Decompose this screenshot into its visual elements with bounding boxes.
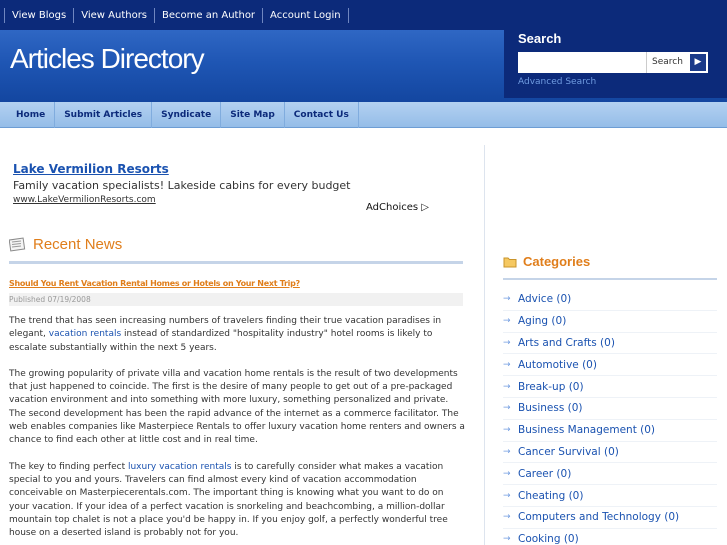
category-link[interactable]: Break-up (0) — [518, 380, 584, 393]
arrow-right-icon: → — [503, 316, 511, 327]
category-link[interactable]: Business (0) — [518, 402, 583, 415]
arrow-right-icon: → — [503, 381, 511, 392]
top-nav — [4, 8, 349, 23]
article-text: instead of standardized "hospitality industry" hotel rooms is likely to escalate substantially within the next 5 years. — [9, 329, 433, 353]
categories-list — [503, 289, 717, 545]
category-item — [503, 311, 717, 333]
nav-contact-us[interactable]: Contact Us — [285, 102, 359, 128]
article-text: is to carefully consider what makes a vacation special to you and yours. Travelers can find almost every kind of vacation accommodation conceivable on Masterpiecerentals.com. The important thing is knowing what you want to do on your vacation. If your idea of a perfect vacation is snorkeling and beachcombing, a million-dollar mountain top chalet is not a place you'd be happy in. If you enjoy golf, a perfectly wonderful tree house on a deserted island is probably not for you. — [9, 461, 448, 539]
category-link[interactable]: Cancer Survival (0) — [518, 445, 619, 458]
arrow-right-icon: → — [503, 403, 511, 414]
nav-submit-articles[interactable]: Submit Articles — [55, 102, 152, 128]
category-item — [503, 529, 717, 545]
arrow-right-icon: → — [503, 359, 511, 370]
article-body — [9, 315, 466, 545]
category-link[interactable]: Career (0) — [518, 467, 572, 480]
search-go-button[interactable] — [688, 52, 708, 73]
arrow-right-icon: → — [503, 425, 511, 436]
arrow-right-icon: → — [503, 294, 511, 305]
article-paragraph — [9, 315, 466, 355]
adchoices-label: AdChoices — [366, 202, 419, 213]
category-item — [503, 333, 717, 355]
category-item — [503, 354, 717, 376]
ad-url-link[interactable]: www.LakeVermilionResorts.com — [13, 195, 156, 205]
luxury-vacation-rentals-link[interactable]: luxury vacation rentals — [127, 461, 232, 472]
category-link[interactable]: Computers and Technology (0) — [518, 511, 680, 524]
nav-site-map[interactable]: Site Map — [221, 102, 285, 128]
article-published-date: Published 07/19/2008 — [9, 293, 463, 306]
categories-title: Categories — [523, 254, 591, 269]
categories-divider — [503, 278, 717, 280]
main-nav — [0, 102, 727, 128]
vacation-rentals-link[interactable]: vacation rentals — [48, 329, 122, 340]
newspaper-icon — [9, 237, 27, 252]
folder-icon — [503, 256, 517, 268]
recent-news-heading — [9, 236, 122, 253]
adchoices-link[interactable] — [366, 202, 429, 213]
article-paragraph: The growing popularity of private villa and vacation home rentals is the result of two developments that just happened to coincide. The first is the desire of many people to get out of a pre-packaged vacation environment and into something with more luxury, something personalized and private. The second development has been the rapid advance of the internet as a commerce facilitator. The web enables companies like Masterpiece Rentals to offer luxury vacation home renters and owners a chance to find each other at little cost and in real time. — [9, 368, 465, 446]
top-bar — [0, 0, 727, 30]
category-item — [503, 485, 717, 507]
recent-news-divider — [9, 261, 463, 264]
ad-text: Family vacation specialists! Lakeside cabins for every budget — [13, 179, 351, 192]
search-box — [504, 28, 727, 98]
search-input[interactable] — [518, 52, 646, 73]
arrow-right-icon: → — [503, 534, 511, 545]
site-title[interactable]: Articles Directory — [10, 43, 204, 74]
nav-home[interactable]: Home — [7, 102, 55, 128]
article-title-link[interactable]: Should You Rent Vacation Rental Homes or Hotels on Your Next Trip? — [9, 279, 300, 288]
search-label: Search — [518, 31, 562, 46]
recent-news-title: Recent News — [33, 236, 123, 253]
search-button[interactable]: Search — [646, 52, 688, 73]
category-item — [503, 420, 717, 442]
category-link[interactable]: Advice (0) — [518, 293, 572, 306]
article-paragraph — [9, 461, 466, 541]
categories-heading — [503, 254, 590, 269]
arrow-right-icon: ▶ — [694, 57, 702, 67]
arrow-right-icon: → — [503, 490, 511, 501]
top-nav-view-blogs[interactable]: View Blogs — [4, 8, 73, 23]
category-link[interactable]: Business Management (0) — [518, 424, 656, 437]
category-item — [503, 507, 717, 529]
article-text: The key to finding perfect — [9, 461, 128, 472]
top-nav-become-author[interactable]: Become an Author — [154, 8, 262, 23]
arrow-right-icon: → — [503, 468, 511, 479]
top-nav-view-authors[interactable]: View Authors — [73, 8, 154, 23]
article-text: The trend that has seen increasing numbers of travelers finding their true vacation paradises in elegant, — [9, 316, 442, 340]
category-item — [503, 376, 717, 398]
category-item — [503, 289, 717, 311]
category-item — [503, 463, 717, 485]
category-item — [503, 442, 717, 464]
arrow-right-icon: → — [503, 512, 511, 523]
advanced-search-link[interactable]: Advanced Search — [518, 77, 597, 87]
category-link[interactable]: Cheating (0) — [518, 489, 584, 502]
nav-syndicate[interactable]: Syndicate — [152, 102, 221, 128]
category-item — [503, 398, 717, 420]
ad-title-link[interactable]: Lake Vermilion Resorts — [13, 162, 169, 176]
arrow-right-icon: → — [503, 337, 511, 348]
sidebar-divider — [484, 145, 485, 545]
category-link[interactable]: Cooking (0) — [518, 533, 579, 545]
category-link[interactable]: Aging (0) — [518, 315, 567, 328]
category-link[interactable]: Arts and Crafts (0) — [518, 336, 615, 349]
category-link[interactable]: Automotive (0) — [518, 358, 597, 371]
arrow-right-icon: → — [503, 446, 511, 457]
adchoices-icon: ▷ — [421, 202, 429, 213]
top-nav-account-login[interactable]: Account Login — [262, 8, 349, 23]
